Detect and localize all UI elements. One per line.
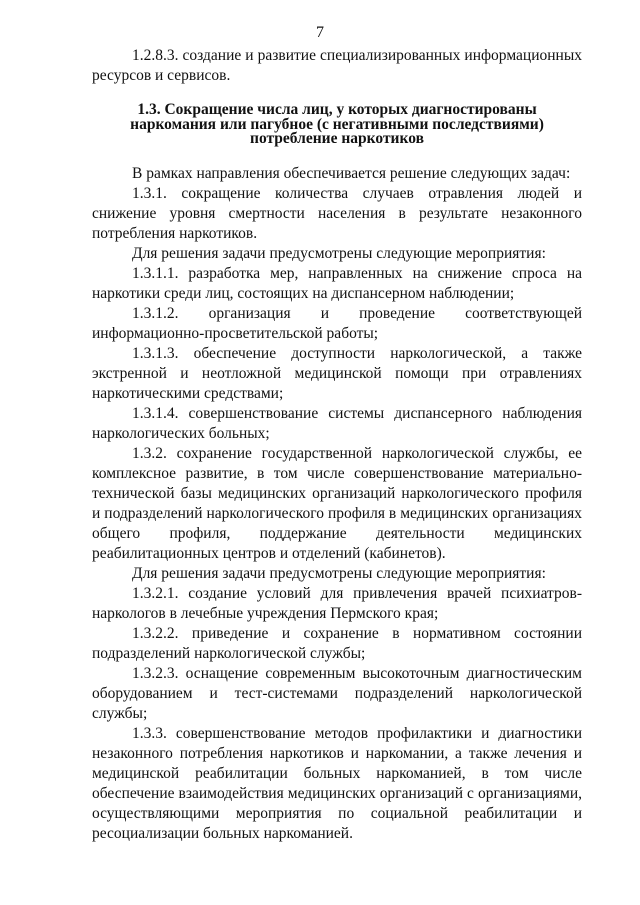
heading-line: потребление наркотиков xyxy=(250,130,424,147)
paragraph-1-3-2-1: 1.3.2.1. создание условий для привлечения врачей психиатров-наркологов в лечебные учреждения Пермского края; xyxy=(92,584,582,622)
paragraph-intro: В рамках направления обеспечивается решение следующих задач: xyxy=(132,164,571,182)
paragraph-1-3-1-2: 1.3.1.2. организация и проведение соответствующей информационно-просветительской работы; xyxy=(92,304,582,342)
heading-line: наркомания или пагубное (с негативными последствиями) xyxy=(130,115,544,133)
paragraph-1-3-2-2: 1.3.2.2. приведение и сохранение в нормативном состоянии подразделений наркологической службы; xyxy=(92,624,582,662)
paragraph-1-2-8-3: 1.2.8.3. создание и развитие специализированных информационных ресурсов и сервисов. xyxy=(92,47,582,84)
page-number: 7 xyxy=(316,24,324,41)
paragraph-1-3-2: 1.3.2. сохранение государственной наркологической службы, ее комплексное развитие, в том числе совершенствование материально-технической базы медицинских организаций наркологического профиля и подразделений наркологического профиля в медицинских организациях общего профиля, поддержание деятельности медицинских реабилитационных центров и отделений (кабинетов). xyxy=(92,444,582,562)
paragraph-1-3-1-1: 1.3.1.1. разработка мер, направленных на снижение спроса на наркотики среди лиц, состоящих на диспансерном наблюдении; xyxy=(92,264,582,302)
paragraph-1-3-3: 1.3.3. совершенствование методов профилактики и диагностики незаконного потребления наркотиков и наркомании, а также лечения и медицинской реабилитации больных наркоманией, в том числе обеспечение взаимодействия медицинских организаций с организациями, осуществляющими мероприятия по социальной реабилитации и ресоциализации больных наркоманией. xyxy=(92,724,582,842)
heading-line: 1.3. Сокращение числа лиц, у которых диагностированы xyxy=(137,101,537,118)
document-body xyxy=(92,46,582,844)
paragraph-1-3-1: 1.3.1. сокращение количества случаев отравления людей и снижение уровня смертности населения в результате незаконного потребления наркотиков. xyxy=(92,184,582,242)
paragraph-1-3-2-3: 1.3.2.3. оснащение современным высокоточным диагностическим оборудованием и тест-системами подразделений наркологической службы; xyxy=(92,664,582,722)
paragraph-1-3-1-4: 1.3.1.4. совершенствование системы диспансерного наблюдения наркологических больных; xyxy=(92,404,582,442)
section-heading xyxy=(92,103,582,147)
paragraph-measures-1: Для решения задачи предусмотрены следующие мероприятия: xyxy=(132,244,546,262)
paragraph-1-3-1-3: 1.3.1.3. обеспечение доступности наркологической, а также экстренной и неотложной медицинской помощи при отравлениях наркотическими средствами; xyxy=(92,344,582,402)
paragraph-measures-2: Для решения задачи предусмотрены следующие мероприятия: xyxy=(132,564,546,582)
